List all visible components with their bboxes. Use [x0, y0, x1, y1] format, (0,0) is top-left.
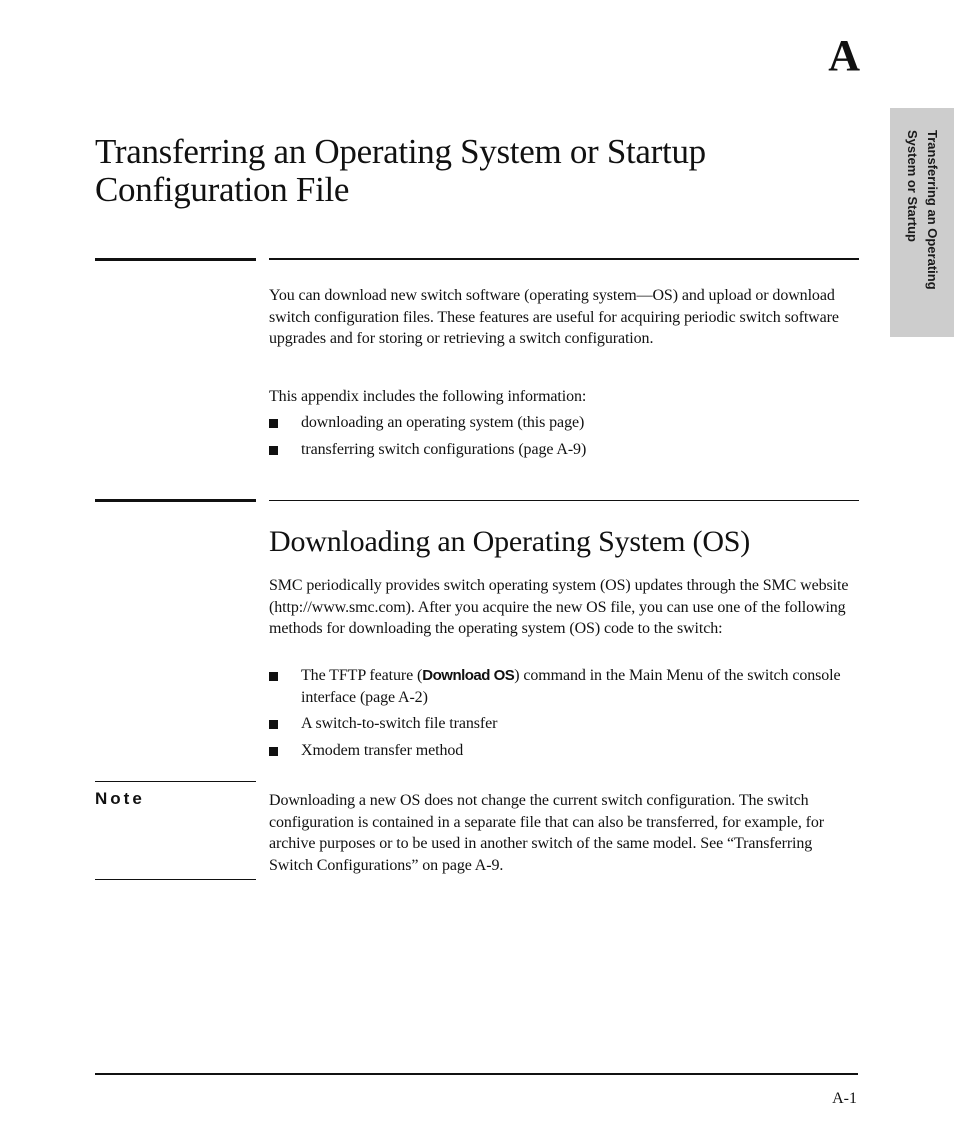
list-item [269, 740, 859, 762]
bullet-icon [269, 672, 278, 681]
bullet-icon [269, 720, 278, 729]
bullet-text-after: ) command in the Main Menu of the switch console interface (page A-2) [301, 667, 841, 706]
bullet-icon [269, 419, 278, 428]
command-name: Download OS [422, 667, 515, 684]
list-item-text: transferring switch configurations (page A-9) [301, 440, 587, 458]
chapter-letter: A [828, 31, 860, 80]
note-label: Note [95, 789, 145, 808]
list-item [269, 713, 859, 735]
list-item-text: downloading an operating system (this page) [301, 414, 585, 431]
side-tab-line-2: System or Startup [905, 130, 920, 242]
section-bullet-list [269, 665, 859, 766]
side-tab-line-1: Transferring an Operating [925, 130, 940, 290]
section-heading: Downloading an Operating System (OS) [269, 525, 751, 558]
list-item-text: A switch-to-switch file transfer [301, 715, 498, 732]
intro-paragraph: You can download new switch software (operating system—OS) and upload or download switch configuration files. These features are useful for acquiring periodic switch software upgrades and for storing or retrieving a switch configuration. [269, 287, 839, 347]
list-intro: This appendix includes the following information: [269, 388, 587, 405]
note-top-rule [95, 781, 256, 782]
right-rule-intro [269, 258, 859, 260]
section-paragraph: SMC periodically provides switch operating system (OS) updates through the SMC website (http://www.smc.com). After you acquire the new OS file, you can use one of the following methods for downloading the operating system (OS) code to the switch: [269, 577, 849, 637]
footer-rule [95, 1073, 858, 1075]
side-tab [890, 108, 954, 337]
page-title: Transferring an Operating System or Startup Configuration File [95, 132, 706, 209]
bullet-text-before: The TFTP feature ( [301, 667, 423, 684]
bullet-icon [269, 747, 278, 756]
list-item [269, 412, 859, 434]
left-rule-intro [95, 258, 256, 261]
page-number: A-1 [832, 1090, 857, 1107]
note-text: Downloading a new OS does not change the current switch configuration. The switch configuration is contained in a separate file that can also be transferred, for example, for archive purposes or to be used in another switch of the same model. See “Transferring Switch Configurations” on page A-9. [269, 792, 825, 874]
right-rule-section [269, 500, 859, 501]
bullet-icon [269, 446, 278, 455]
intro-bullet-list [269, 412, 859, 465]
list-item-text: Xmodem transfer method [301, 741, 464, 759]
side-tab-label [902, 130, 942, 290]
list-item [269, 439, 859, 461]
left-rule-section [95, 499, 256, 502]
list-item [269, 665, 859, 708]
note-bottom-rule [95, 879, 256, 880]
